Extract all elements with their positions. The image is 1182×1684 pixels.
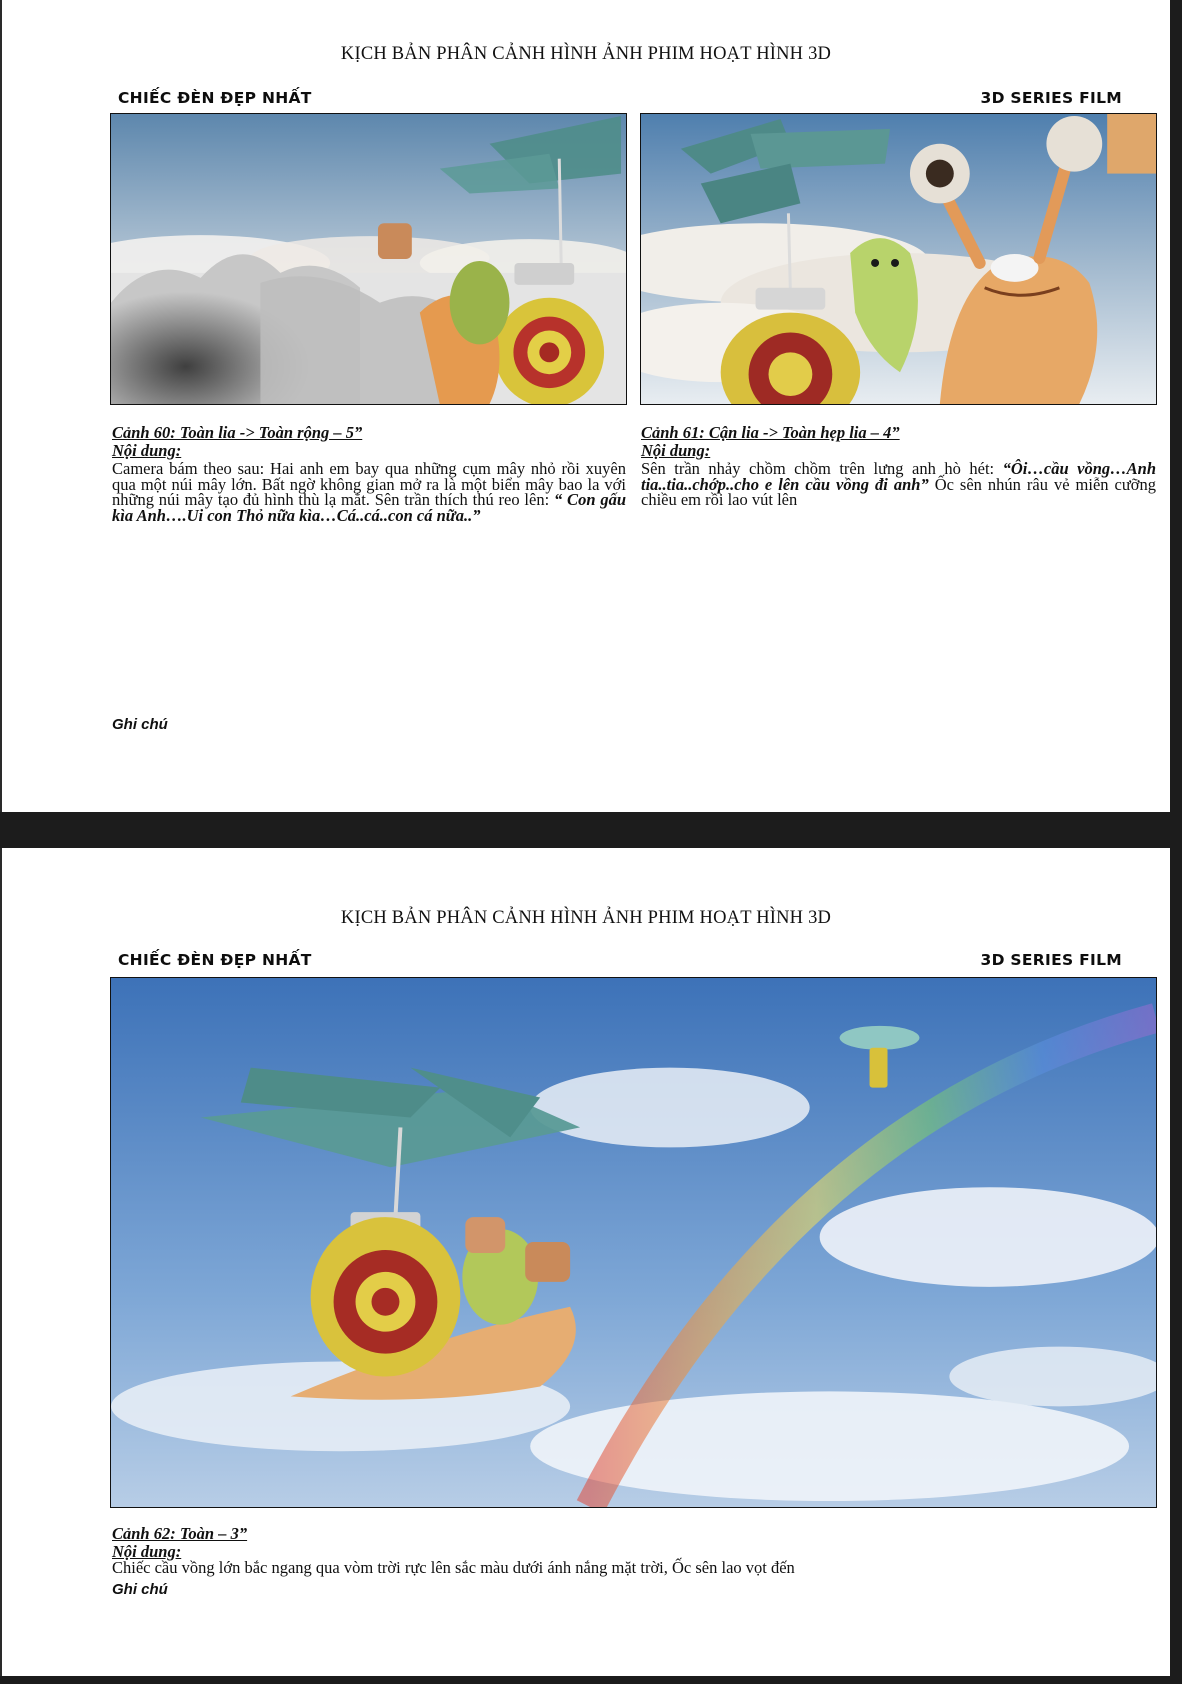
series-name: CHIẾC ĐÈN ĐẸP NHẤT <box>118 89 312 107</box>
scene-61-content-label: Nội dung: <box>641 441 711 460</box>
scene-62-frame <box>110 977 1157 1508</box>
scene-61-illustration <box>641 114 1156 404</box>
scene-61-content-quote: “Ôi…cầu vồng…Anh tia..tia..chớp..cho e lên cầu vồng đi anh” <box>641 459 1156 494</box>
storyboard-page-2 <box>0 848 1170 1676</box>
scene-60-content-label: Nội dung: <box>112 441 182 460</box>
series-type: 3D SERIES FILM <box>980 951 1122 969</box>
scene-60-illustration <box>111 114 626 404</box>
scene-60-heading: Cảnh 60: Toàn lia -> Toàn rộng – 5” <box>112 423 363 442</box>
scene-62-content-text: Chiếc cầu vồng lớn bắc ngang qua vòm trời rực lên sắc màu dưới ánh nắng mặt trời, Ốc sên lao vọt đến <box>112 1558 795 1577</box>
scene-61-content-text: Sên trần nhảy chồm chồm trên lưng anh hò hét: <box>641 459 1003 478</box>
series-name: CHIẾC ĐÈN ĐẸP NHẤT <box>118 951 312 969</box>
note-label: Ghi chú <box>112 1581 168 1598</box>
scene-61-frame <box>640 113 1157 405</box>
scene-60-content-quote: “ Con gấu kìa Anh….Ui con Thỏ nữa kìa…Cá..cá..con cá nữa..” <box>112 490 626 525</box>
document-title: KỊCH BẢN PHÂN CẢNH HÌNH ẢNH PHIM HOẠT HÌNH 3D <box>340 908 832 928</box>
document-title: KỊCH BẢN PHÂN CẢNH HÌNH ẢNH PHIM HOẠT HÌNH 3D <box>340 44 832 64</box>
storyboard-page-1 <box>0 0 1170 812</box>
scene-62-content <box>112 1560 1156 1576</box>
series-type: 3D SERIES FILM <box>980 89 1122 107</box>
scene-62-content-label: Nội dung: <box>112 1542 182 1561</box>
scene-60-frame <box>110 113 627 405</box>
scene-62-illustration <box>111 978 1156 1507</box>
scene-61-heading: Cảnh 61: Cận lia -> Toàn hẹp lia – 4” <box>641 423 900 442</box>
scene-60-content-text: Camera bám theo sau: Hai anh em bay qua những cụm mây nhỏ rồi xuyên qua một núi mây lớn. Bất ngờ không gian mở ra là một biển mây bao la với những núi mây tạo đủ hình thù lạ mắt. Sên trần thích thú reo lên: <box>112 459 626 509</box>
scene-60-content <box>112 461 626 523</box>
note-label: Ghi chú <box>112 716 168 733</box>
scene-61-content <box>641 461 1156 508</box>
scene-61-content-after: Ốc sên nhún râu vẻ miễn cưỡng chiều em rồi lao vút lên <box>641 474 1156 509</box>
scene-62-heading: Cảnh 62: Toàn – 3” <box>112 1524 248 1543</box>
